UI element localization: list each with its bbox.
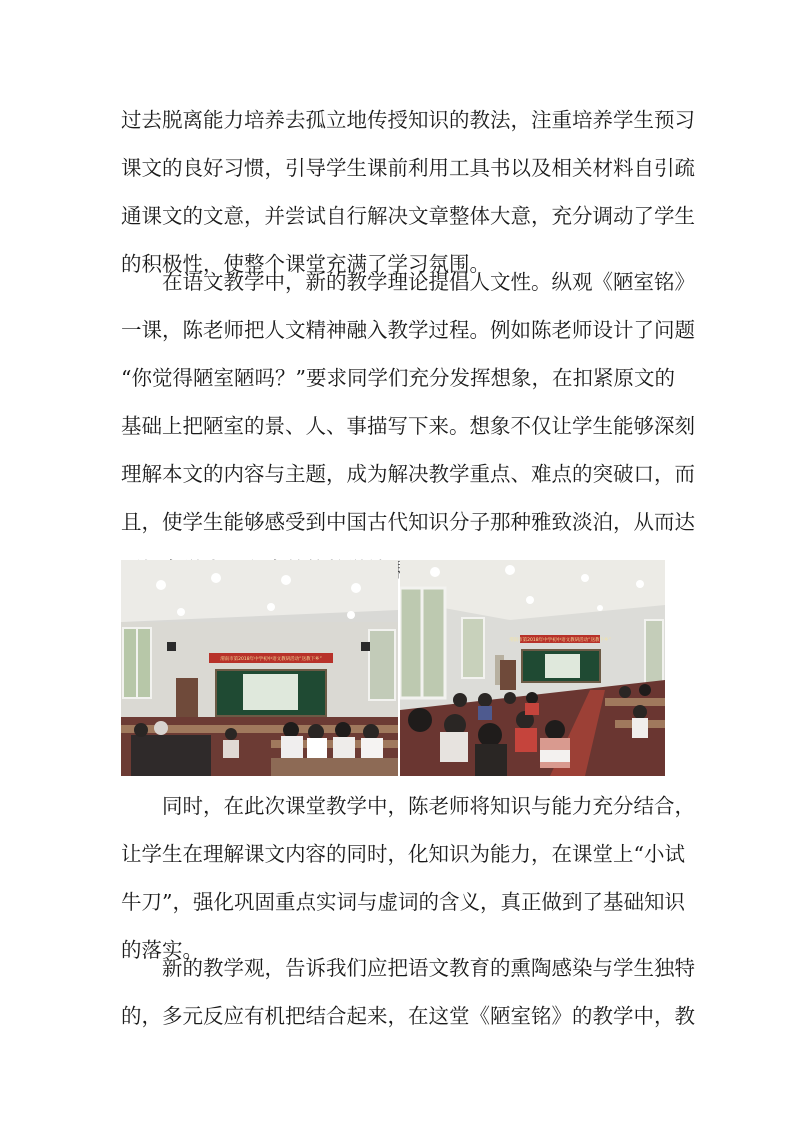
classroom-photo-right [400,560,665,776]
text-line: 的，多元反应有机把结合起来，在这堂《陋室铭》的教学中，教 [121,1004,695,1028]
text-line: 基础上把陋室的景、人、事描写下来。想象不仅让学生能够深刻 [121,414,695,438]
text-line: 理解本文的内容与主题，成为解决教学重点、难点的突破口，而 [121,462,695,486]
text-line: 新的教学观，告诉我们应把语文教育的熏陶感染与学生独特 [121,956,695,980]
text-line: “你觉得陋室陋吗？”要求同学们充分发挥想象，在扣紧原文的 [121,366,675,390]
text-line: 牛刀”，强化巩固重点实词与虚词的含义，真正做到了基础知识 [121,890,685,914]
paragraph-2 [121,258,695,594]
text-line: 过去脱离能力培养去孤立地传授知识的教法，注重培养学生预习 [121,108,695,132]
text-line: 在语文教学中，新的教学理论提倡人文性。纵观《陋室铭》 [121,270,695,294]
classroom-photos [121,560,665,776]
text-line: 的落实。 [121,938,203,962]
text-line: 的积极性，使整个课堂充满了学习氛围。 [121,252,490,276]
text-line: 让学生在理解课文内容的同时，化知识为能力，在课堂上“小试 [121,842,685,866]
text-line: 且，使学生能够感受到中国古代知识分子那种雅致淡泊，从而达 [121,510,695,534]
paragraph-4 [121,944,695,1040]
banner-left: 渭南市第2018年中学初中语文教研活动“送教下乡” [220,657,322,662]
text-line: 通课文的文意，并尝试自行解决文章整体大意，充分调动了学生 [121,204,695,228]
classroom-photo-left [121,560,398,776]
banner-right: 渭南市第2018年中学初中语文教研活动“送教下乡” [509,638,611,643]
text-line: 同时，在此次课堂教学中，陈老师将知识与能力充分结合， [121,794,695,818]
text-line: 课文的良好习惯，引导学生课前利用工具书以及相关材料自引疏 [121,156,695,180]
text-line: 一课，陈老师把人文精神融入教学过程。例如陈老师设计了问题 [121,318,695,342]
